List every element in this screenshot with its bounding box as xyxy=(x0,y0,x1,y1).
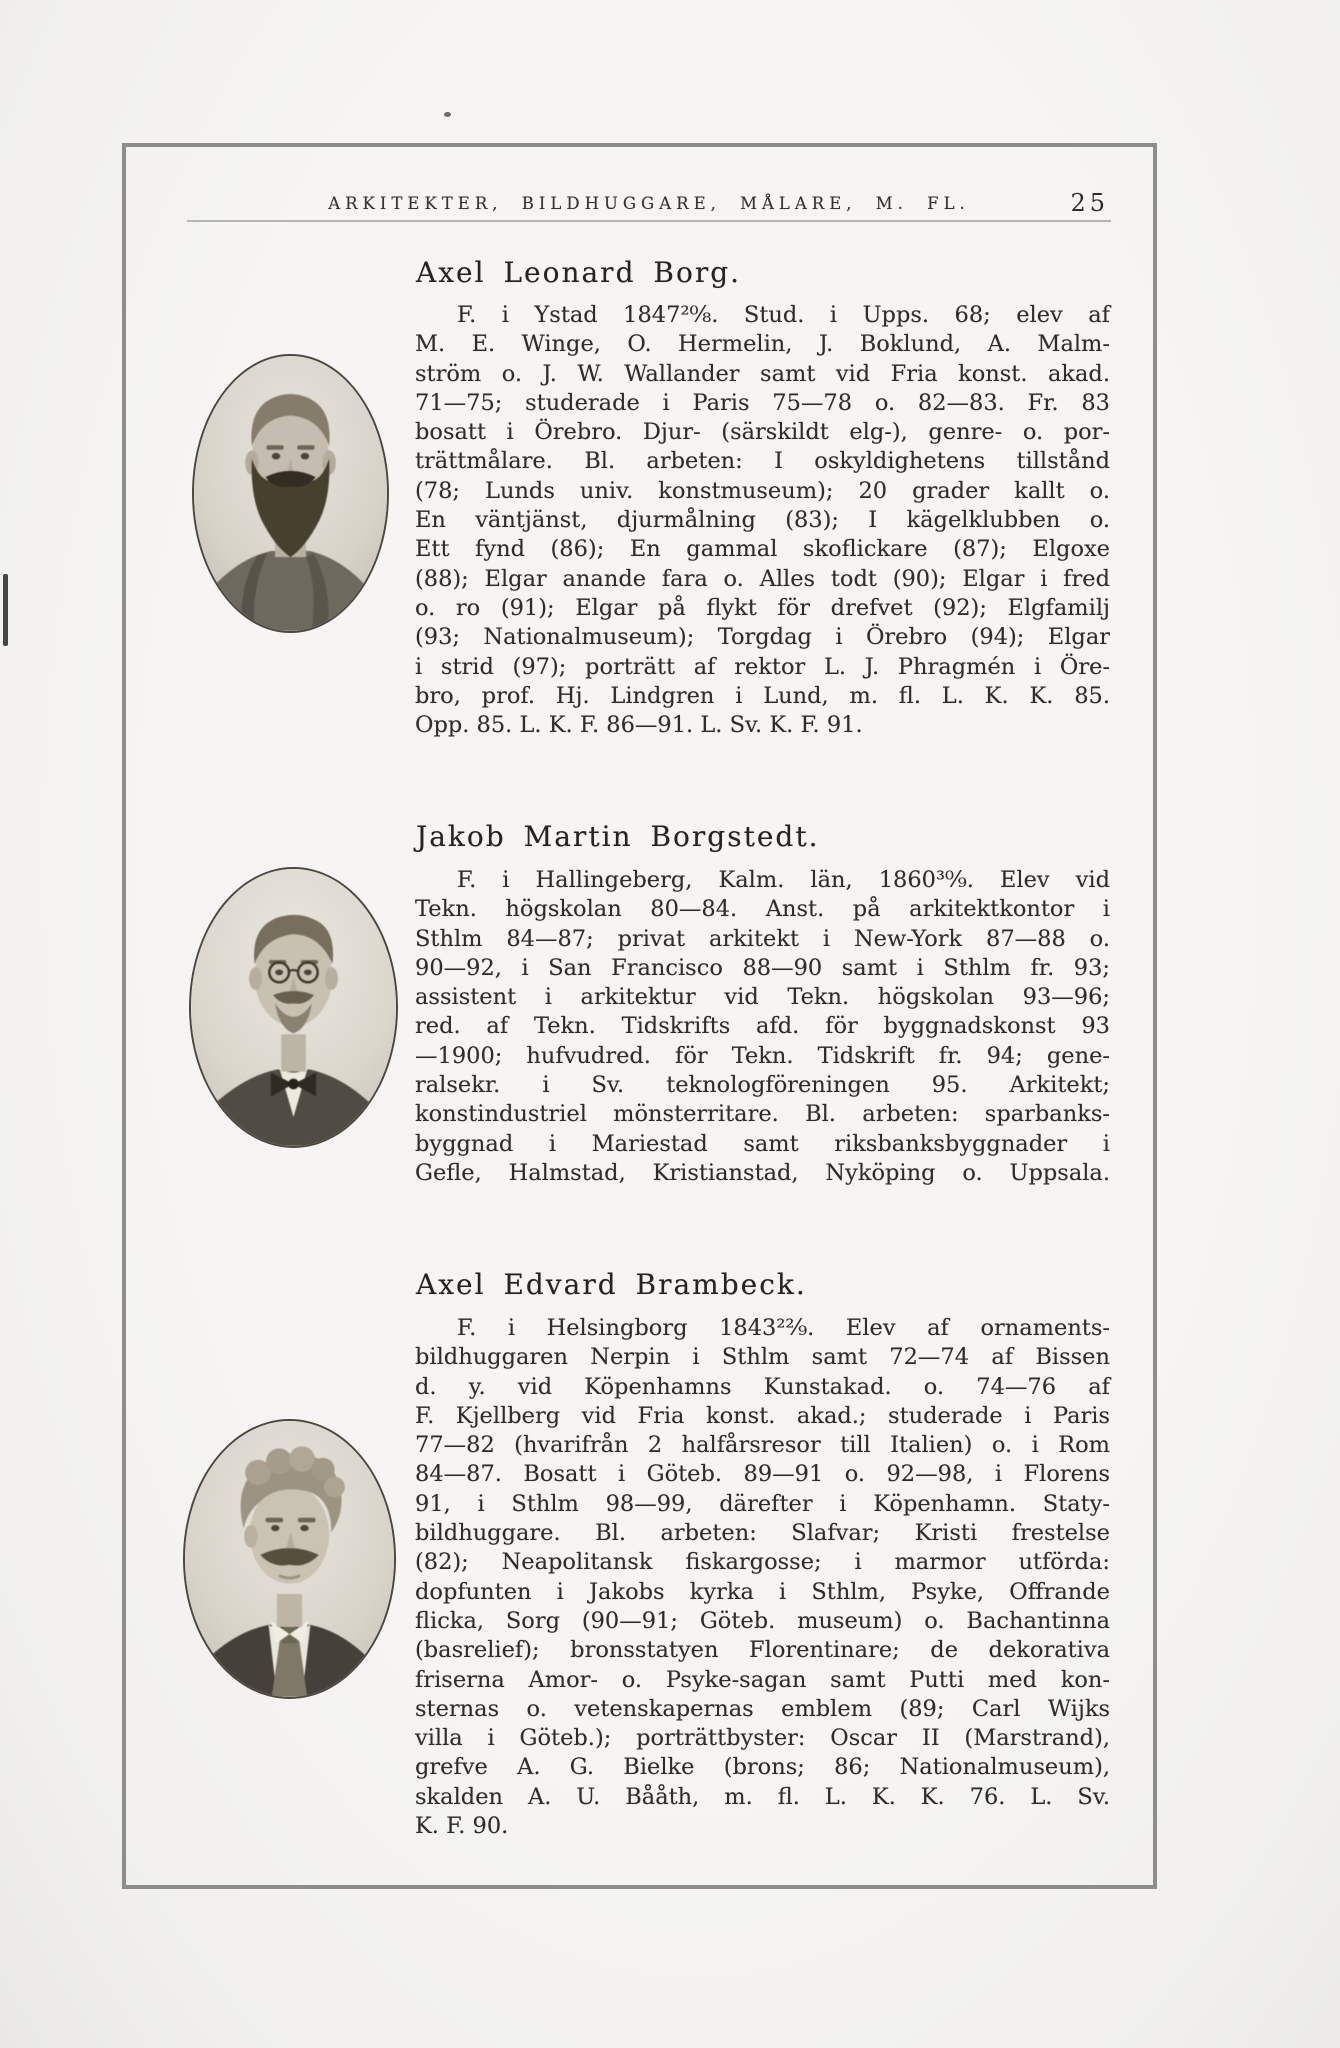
portrait-photo-borgstedt xyxy=(189,867,398,1148)
bio-line: bildhuggare. Bl. arbeten: Slafvar; Kristi frestelse xyxy=(415,1520,1110,1547)
portrait-photo-brambeck xyxy=(183,1419,396,1699)
bio-line: friserna Amor- o. Psyke-sagan samt Putti med kon- xyxy=(415,1666,1110,1693)
bio-line: ström o. J. W. Wallander samt vid Fria konst. akad. xyxy=(415,360,1110,387)
portrait-photo-borg xyxy=(192,354,389,633)
bio-line: (basrelief); bronsstatyen Florentinare; de dekorativa xyxy=(415,1637,1110,1664)
running-header xyxy=(187,164,1111,222)
bio-line: bosatt i Örebro. Djur- (särskildt elg-), genre- o. por- xyxy=(415,419,1110,446)
bio-line: d. y. vid Köpenhamns Kunstakad. o. 74—76 af xyxy=(415,1373,1110,1400)
bio-line: F. i Hallingeberg, Kalm. län, 1860³⁰⁄₉. Elev vid xyxy=(457,867,1110,893)
biography-borg xyxy=(415,301,1110,740)
page-header-title: ARKITEKTER, BILDHUGGARE, MÅLARE, M. FL. xyxy=(328,194,970,213)
bio-line: 90—92, i San Francisco 88—90 samt i Sthlm fr. 93; xyxy=(415,954,1110,981)
bio-line: (82); Neapolitansk fiskargosse; i marmor utförda: xyxy=(415,1549,1110,1576)
biography-borgstedt xyxy=(415,866,1110,1188)
bio-line: assistent i arkitektur vid Tekn. högskolan 93—96; xyxy=(415,984,1110,1011)
bio-line: Opp. 85. L. K. F. 86—91. L. Sv. K. F. 91. xyxy=(415,712,863,739)
bio-line: dopfunten i Jakobs kyrka i Sthlm, Psyke, Offrande xyxy=(415,1578,1110,1605)
bio-line: (88); Elgar anande fara o. Alles todt (90); Elgar i fred xyxy=(415,565,1110,592)
bio-line: trättmålare. Bl. arbeten: I oskyldighetens tillstånd xyxy=(415,448,1110,475)
bio-line: bildhuggaren Nerpin i Sthlm samt 72—74 af Bissen xyxy=(415,1344,1110,1371)
bio-line: sternas o. vetenskapernas emblem (89; Carl Wijks xyxy=(415,1695,1110,1722)
bio-line: red. af Tekn. Tidskrifts afd. för byggnadskonst 93 xyxy=(415,1013,1110,1040)
page-number: 25 xyxy=(1070,189,1109,217)
bio-line: K. F. 90. xyxy=(415,1813,509,1840)
bio-line: 84—87. Bosatt i Göteb. 89—91 o. 92—98, i Florens xyxy=(415,1461,1110,1488)
scan-edge-artifact xyxy=(3,574,8,646)
bio-line: F. i Ystad 1847²⁰⁄₈. Stud. i Upps. 68; elev af xyxy=(457,302,1110,328)
bio-line: ralsekr. i Sv. teknologföreningen 95. Arkitekt; xyxy=(415,1072,1110,1099)
bio-line: Sthlm 84—87; privat arkitekt i New-York 87—88 o. xyxy=(415,925,1110,952)
bio-line: M. E. Winge, O. Hermelin, J. Boklund, A. Malm- xyxy=(415,331,1110,358)
entry-name-borgstedt: Jakob Martin Borgstedt. xyxy=(416,820,820,853)
bio-line: byggnad i Mariestad samt riksbanksbyggnader i xyxy=(415,1130,1110,1157)
bio-line: konstindustriel mönsterritare. Bl. arbeten: sparbanks- xyxy=(415,1101,1110,1128)
scan-speck-artifact xyxy=(444,112,451,117)
bio-line: villa i Göteb.); porträttbyster: Oscar II (Marstrand), xyxy=(415,1725,1110,1752)
biography-brambeck xyxy=(415,1314,1110,1841)
curly-hair-man-photo-illustration xyxy=(185,1421,394,1697)
bio-line: o. ro (91); Elgar på flykt för drefvet (92); Elgfamilj xyxy=(415,594,1110,621)
bearded-man-photo-illustration xyxy=(194,356,387,631)
pince-nez-man-photo-illustration xyxy=(191,869,396,1146)
bio-line: i strid (97); porträtt af rektor L. J. Phragmén i Öre- xyxy=(415,653,1110,680)
bio-line: F. i Helsingborg 1843²²⁄₉. Elev af ornaments- xyxy=(457,1315,1110,1341)
entry-name-brambeck: Axel Edvard Brambeck. xyxy=(416,1268,807,1301)
bio-line: F. Kjellberg vid Fria konst. akad.; studerade i Paris xyxy=(415,1402,1110,1429)
bio-line: flicka, Sorg (90—91; Göteb. museum) o. Bachantinna xyxy=(415,1607,1110,1634)
bio-line: 77—82 (hvarifrån 2 halfårsresor till Italien) o. i Rom xyxy=(415,1432,1110,1459)
bio-line: skalden A. U. Bååth, m. fl. L. K. K. 76. L. Sv. xyxy=(415,1783,1110,1810)
entry-name-borg: Axel Leonard Borg. xyxy=(416,256,742,289)
bio-line: (93; Nationalmuseum); Torgdag i Örebro (94); Elgar xyxy=(415,624,1110,651)
bio-line: (78; Lunds univ. konstmuseum); 20 grader kallt o. xyxy=(415,477,1110,504)
bio-line: Ett fynd (86); En gammal skoflickare (87); Elgoxe xyxy=(415,536,1110,563)
bio-line: En väntjänst, djurmålning (83); I kägelklubben o. xyxy=(415,507,1110,534)
bio-line: 71—75; studerade i Paris 75—78 o. 82—83. Fr. 83 xyxy=(415,389,1110,416)
bio-line: bro, prof. Hj. Lindgren i Lund, m. fl. L. K. K. 85. xyxy=(415,682,1110,709)
bio-line: Gefle, Halmstad, Kristianstad, Nyköping o. Uppsala. xyxy=(415,1159,1110,1186)
bio-line: Tekn. högskolan 80—84. Anst. på arkitektkontor i xyxy=(415,896,1110,923)
bio-line: 91, i Sthlm 98—99, därefter i Köpenhamn. Staty- xyxy=(415,1490,1110,1517)
bio-line: —1900; hufvudred. för Tekn. Tidskrift fr. 94; gene- xyxy=(415,1042,1110,1069)
bio-line: grefve A. G. Bielke (brons; 86; Nationalmuseum), xyxy=(415,1754,1110,1781)
